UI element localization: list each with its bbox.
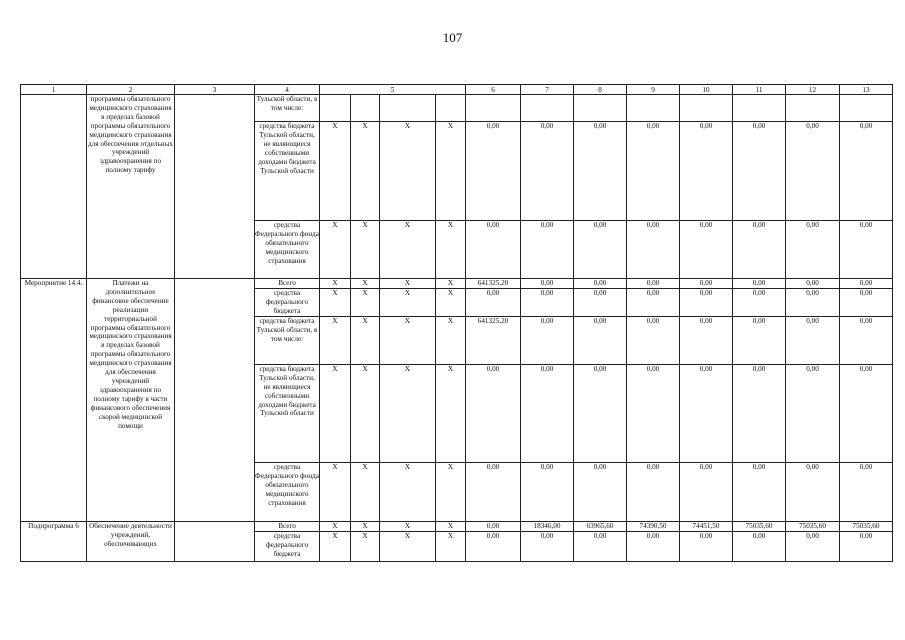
executor-cell [175,521,255,561]
amount-cell: 18346,00 [521,521,574,531]
amount-cell: 0,00 [627,364,680,462]
measure-name-cell: Обеспечение деятельности учреждений, обеспечивающих [87,521,175,561]
amount-cell: 0,00 [627,122,680,221]
amount-cell: 0,00 [840,288,893,316]
amount-cell: 0,00 [521,122,574,221]
amount-cell: 0,00 [466,462,521,521]
amount-cell: 0,00 [840,122,893,221]
table-row [21,95,893,122]
code-x-cell: X [380,316,436,364]
code-x-cell: X [380,122,436,221]
funding-source-cell: Тульской области, в том числе: [255,95,320,122]
code-x-cell: X [436,521,466,531]
amount-cell: 0,00 [521,316,574,364]
funding-source-cell: средства Федерального фонда обязательного медицинского страхования [255,462,320,521]
amount-cell: 0,00 [786,531,840,561]
amount-cell: 0,00 [680,316,733,364]
amount-cell: 0,00 [627,316,680,364]
amount-cell: 0,00 [680,279,733,289]
amount-cell: 0,00 [466,521,521,531]
amount-cell: 0,00 [466,288,521,316]
header-cell: 5 [320,85,466,95]
amount-cell: 0,00 [521,221,574,279]
amount-cell: 63965,60 [574,521,627,531]
amount-cell: 0,00 [574,122,627,221]
header-cell: 11 [733,85,786,95]
amount-cell: 0,00 [574,531,627,561]
header-cell: 13 [840,85,893,95]
code-x-cell: X [436,316,466,364]
amount-cell: 0,00 [840,531,893,561]
funding-source-cell: Всего [255,279,320,289]
amount-cell: 0,00 [627,221,680,279]
code-x-cell: X [380,521,436,531]
amount-cell: 0,00 [574,364,627,462]
code-x-cell: X [320,288,351,316]
amount-cell: 0,00 [466,122,521,221]
amount-cell: 0,00 [733,279,786,289]
budget-table-wrap [20,84,893,562]
code-x-cell: X [380,531,436,561]
funding-source-cell: средства бюджета Тульской области, не являющиеся собственными доходами бюджета Тульской области [255,122,320,221]
amount-cell: 0,00 [466,531,521,561]
amount-cell: 0,00 [786,462,840,521]
measure-code-cell: Подпрограмма 6 [21,521,87,561]
amount-cell [733,95,786,122]
amount-cell: 0,00 [733,316,786,364]
table-row [21,521,893,531]
code-x-cell [351,95,380,122]
code-x-cell [436,95,466,122]
funding-source-cell: средства федерального бюджета [255,288,320,316]
amount-cell: 75035,60 [786,521,840,531]
code-x-cell: X [436,364,466,462]
amount-cell: 0,00 [733,462,786,521]
amount-cell: 0,00 [574,279,627,289]
header-cell: 7 [521,85,574,95]
code-x-cell: X [320,221,351,279]
amount-cell: 0,00 [680,462,733,521]
code-x-cell: X [436,531,466,561]
amount-cell: 0,00 [521,364,574,462]
amount-cell [680,95,733,122]
amount-cell: 641325,20 [466,279,521,289]
code-x-cell: X [320,316,351,364]
amount-cell: 0,00 [733,531,786,561]
amount-cell: 0,00 [574,221,627,279]
funding-source-cell: средства Федерального фонда обязательного медицинского страхования [255,221,320,279]
header-cell: 10 [680,85,733,95]
header-row [21,85,893,95]
amount-cell: 0,00 [627,531,680,561]
amount-cell: 0,00 [786,122,840,221]
code-x-cell: X [351,462,380,521]
amount-cell: 0,00 [574,288,627,316]
amount-cell: 0,00 [786,288,840,316]
code-x-cell: X [380,221,436,279]
budget-table [20,84,893,562]
amount-cell: 641325,20 [466,316,521,364]
amount-cell: 0,00 [521,279,574,289]
measure-code-cell: Мероприятие 14.4. [21,279,87,522]
header-cell: 6 [466,85,521,95]
code-x-cell: X [351,279,380,289]
code-x-cell: X [320,521,351,531]
code-x-cell: X [320,462,351,521]
code-x-cell: X [436,122,466,221]
amount-cell: 74451,50 [680,521,733,531]
code-x-cell: X [320,364,351,462]
funding-source-cell: средства бюджета Тульской области, в том числе: [255,316,320,364]
code-x-cell: X [351,521,380,531]
amount-cell: 0,00 [627,288,680,316]
amount-cell: 0,00 [786,279,840,289]
code-x-cell: X [351,316,380,364]
code-x-cell: X [436,462,466,521]
amount-cell: 0,00 [680,531,733,561]
amount-cell: 0,00 [733,288,786,316]
measure-name-cell: программы обязательного медицинского страхования в пределах базовой программы обязательного медицинского страхования для обеспечения отдельных учреждений здравоохранения по полному тарифу [87,95,175,279]
code-x-cell: X [380,364,436,462]
table-row [21,279,893,289]
amount-cell: 0,00 [521,531,574,561]
header-cell: 8 [574,85,627,95]
amount-cell: 0,00 [521,462,574,521]
code-x-cell: X [320,122,351,221]
amount-cell: 0,00 [733,221,786,279]
code-x-cell: X [351,531,380,561]
amount-cell [466,95,521,122]
code-x-cell: X [380,279,436,289]
amount-cell [521,95,574,122]
measure-name-cell: Платежи на дополнительное финансовое обеспечение реализации территориальной программы обязательного медицинского страхования в пределах базовой программы обязательного медицинского страхования для обеспечения учреждений здравоохранения по полному тарифу в части финансового обеспечения скорой медицинской помощи [87,279,175,522]
code-x-cell: X [380,462,436,521]
amount-cell: 0,00 [786,221,840,279]
amount-cell: 0,00 [840,221,893,279]
amount-cell [627,95,680,122]
code-x-cell: X [436,279,466,289]
amount-cell: 0,00 [627,279,680,289]
header-cell: 4 [255,85,320,95]
amount-cell: 0,00 [733,364,786,462]
code-x-cell: X [436,288,466,316]
amount-cell: 0,00 [466,364,521,462]
code-x-cell: X [351,221,380,279]
measure-code-cell [21,95,87,279]
header-cell: 2 [87,85,175,95]
amount-cell: 0,00 [574,462,627,521]
executor-cell [175,279,255,522]
amount-cell: 0,00 [840,462,893,521]
amount-cell: 0,00 [733,122,786,221]
amount-cell [786,95,840,122]
amount-cell: 0,00 [680,122,733,221]
code-x-cell: X [351,364,380,462]
amount-cell: 0,00 [680,288,733,316]
table-body [21,95,893,562]
amount-cell: 0,00 [786,316,840,364]
header-cell: 1 [21,85,87,95]
amount-cell [574,95,627,122]
code-x-cell: X [436,221,466,279]
amount-cell: 0,00 [786,364,840,462]
amount-cell: 75035,60 [733,521,786,531]
funding-source-cell: средства федерального бюджета [255,531,320,561]
amount-cell: 0,00 [840,279,893,289]
amount-cell [840,95,893,122]
header-cell: 9 [627,85,680,95]
amount-cell: 0,00 [521,288,574,316]
code-x-cell: X [351,122,380,221]
amount-cell: 0,00 [466,221,521,279]
amount-cell: 75035,60 [840,521,893,531]
amount-cell: 0,00 [680,221,733,279]
amount-cell: 74390,50 [627,521,680,531]
amount-cell: 0,00 [840,364,893,462]
code-x-cell: X [320,279,351,289]
funding-source-cell: средства бюджета Тульской области, не являющиеся собственными доходами бюджета Тульской области [255,364,320,462]
funding-source-cell: Всего [255,521,320,531]
code-x-cell: X [351,288,380,316]
code-x-cell: X [380,288,436,316]
amount-cell: 0,00 [680,364,733,462]
code-x-cell [320,95,351,122]
code-x-cell [380,95,436,122]
header-cell: 3 [175,85,255,95]
header-cell: 12 [786,85,840,95]
amount-cell: 0,00 [627,462,680,521]
amount-cell: 0,00 [574,316,627,364]
code-x-cell: X [320,531,351,561]
page-number: 107 [442,30,463,45]
amount-cell: 0,00 [840,316,893,364]
executor-cell [175,95,255,279]
